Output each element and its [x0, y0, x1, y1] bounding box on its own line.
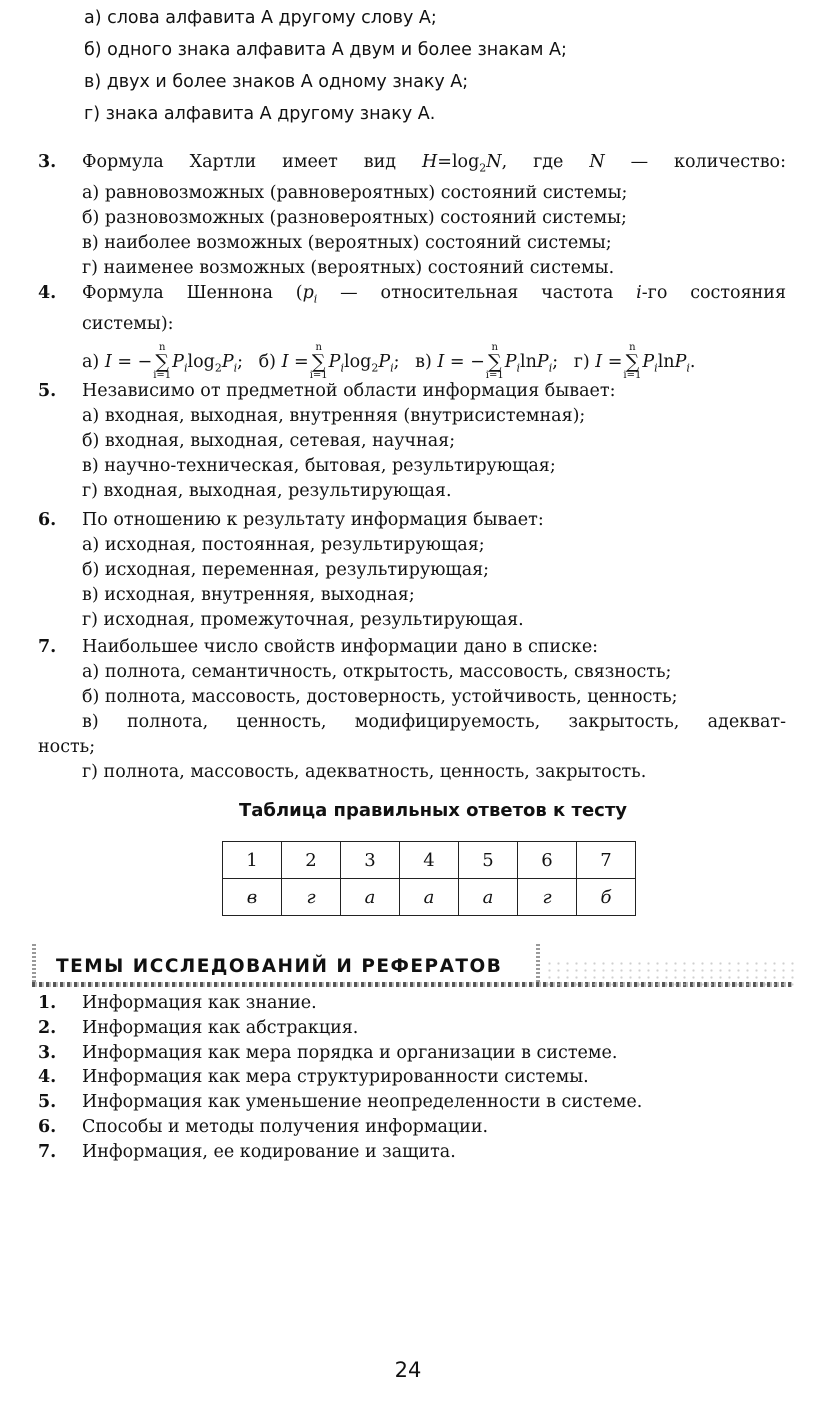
question-text: Независимо от предметной области информация бывает: — [82, 381, 616, 401]
question-3 — [38, 150, 786, 281]
formula-d: г) I = n ∑ i=1 $P_i\ln P_i$. — [573, 342, 696, 381]
option-c: в) наиболее возможных (вероятных) состояний системы; — [82, 232, 612, 253]
option-b: б) разновозможных (разновероятных) состояний системы; — [82, 207, 627, 228]
question-6 — [38, 508, 786, 633]
q2-options — [84, 2, 567, 130]
option-a: а) равновозможных (равновероятных) состояний системы; — [82, 182, 628, 203]
option-a: а) полнота, семантичность, открытость, массовость, связность; — [82, 662, 672, 682]
table-cell: 1 — [223, 842, 282, 879]
formula-c: в) I = − n ∑ i=1 $P_i\ln P_i$; — [415, 342, 559, 381]
option-b: б) исходная, переменная, результирующая; — [82, 560, 490, 580]
formula-options — [82, 343, 786, 381]
question-text: Формула Шеннона ($p_i$ — относительная частота i-го состояния — [82, 283, 786, 306]
table-cell: 5 — [459, 842, 518, 879]
table-cell: г — [282, 879, 341, 916]
table-cell: а — [341, 879, 400, 916]
answer-options — [38, 660, 786, 785]
option-c: в) научно-техническая, бытовая, результирующая; — [82, 456, 556, 476]
table-cell: а — [459, 879, 518, 916]
question-number: 4. — [38, 283, 57, 303]
formula-b: б) I = n ∑ i=1 $P_i\log_2P_i$; — [258, 342, 400, 381]
sum-symbol: n ∑ i=1 — [309, 342, 328, 381]
sum-symbol: n ∑ i=1 — [153, 342, 172, 381]
question-number: 7. — [38, 637, 57, 657]
question-number: 5. — [38, 381, 57, 401]
list-item: 1. Информация как знание. — [38, 993, 317, 1013]
table-cell: б — [577, 879, 636, 916]
option-d: г) полнота, массовость, адекватность, ценность, закрытость. — [82, 762, 647, 782]
question-5 — [38, 379, 786, 504]
option-b: б) входная, выходная, сетевая, научная; — [82, 431, 456, 451]
formula-a: а) I = − n ∑ i=1 $P_i\log_2P_i$; — [82, 342, 244, 381]
question-4 — [38, 281, 786, 381]
decorative-dots — [545, 960, 795, 986]
option-c-continued: ность; — [38, 737, 96, 757]
question-text-line2: системы): — [82, 313, 174, 334]
table-cell: 3 — [341, 842, 400, 879]
table-cell: а — [400, 879, 459, 916]
table-row — [223, 879, 636, 916]
answers-table — [222, 841, 636, 916]
option-a: а) слова алфавита А другому слову А; — [84, 8, 437, 28]
option-a: а) исходная, постоянная, результирующая; — [82, 535, 485, 555]
table-cell: г — [518, 879, 577, 916]
question-text: По отношению к результату информация бывает: — [82, 510, 544, 530]
list-item: 7. Информация, ее кодирование и защита. — [38, 1141, 456, 1162]
table-cell: 4 — [400, 842, 459, 879]
option-b: б) полнота, массовость, достоверность, устойчивость, ценность; — [82, 687, 678, 707]
question-text: Формула Хартли имеет вид $H=\log_2N$, где N — количество: — [82, 152, 786, 175]
option-c: в) двух и более знаков А одному знаку А; — [84, 72, 469, 92]
sum-symbol: n ∑ i=1 — [623, 342, 642, 381]
table-cell: в — [223, 879, 282, 916]
answer-options — [82, 181, 786, 281]
section-title: ТЕМЫ ИССЛЕДОВАНИЙ И РЕФЕРАТОВ — [56, 956, 503, 977]
question-text: Наибольшее число свойств информации дано в списке: — [82, 637, 599, 657]
option-d: г) исходная, промежуточная, результирующая. — [82, 610, 524, 630]
option-c: в) полнота, ценность, модифицируемость, закрытость, адекват- — [82, 712, 786, 732]
list-item: 6. Способы и методы получения информации. — [38, 1116, 489, 1137]
question-number: 3. — [38, 152, 57, 172]
answer-options — [82, 533, 786, 633]
option-d: г) входная, выходная, результирующая. — [82, 481, 452, 501]
option-d: г) знака алфавита А другому знаку А. — [84, 104, 436, 124]
sum-symbol: n ∑ i=1 — [485, 342, 504, 381]
decorative-border — [536, 944, 540, 984]
option-a: а) входная, выходная, внутренняя (внутрисистемная); — [82, 406, 586, 426]
question-text-continued — [82, 312, 786, 337]
option-c: в) исходная, внутренняя, выходная; — [82, 585, 415, 605]
answers-table-title: Таблица правильных ответов к тесту — [239, 800, 627, 821]
list-item: 3. Информация как мера порядка и организации в системе. — [38, 1042, 618, 1063]
list-item: 4. Информация как мера структурированности системы. — [38, 1067, 589, 1088]
list-item: 2. Информация как абстракция. — [38, 1017, 359, 1038]
answer-options — [82, 404, 786, 504]
option-b: б) одного знака алфавита А двум и более знакам А; — [84, 40, 567, 60]
question-7 — [38, 635, 786, 785]
list-item: 5. Информация как уменьшение неопределенности в системе. — [38, 1092, 643, 1113]
page-number: 24 — [394, 1358, 422, 1382]
table-cell: 7 — [577, 842, 636, 879]
table-cell: 6 — [518, 842, 577, 879]
table-row — [223, 842, 636, 879]
question-number: 6. — [38, 510, 57, 530]
option-d: г) наименее возможных (вероятных) состояний системы. — [82, 257, 615, 278]
topics-list — [38, 991, 798, 1165]
decorative-border — [32, 944, 36, 984]
section-header — [32, 944, 540, 988]
table-cell: 2 — [282, 842, 341, 879]
